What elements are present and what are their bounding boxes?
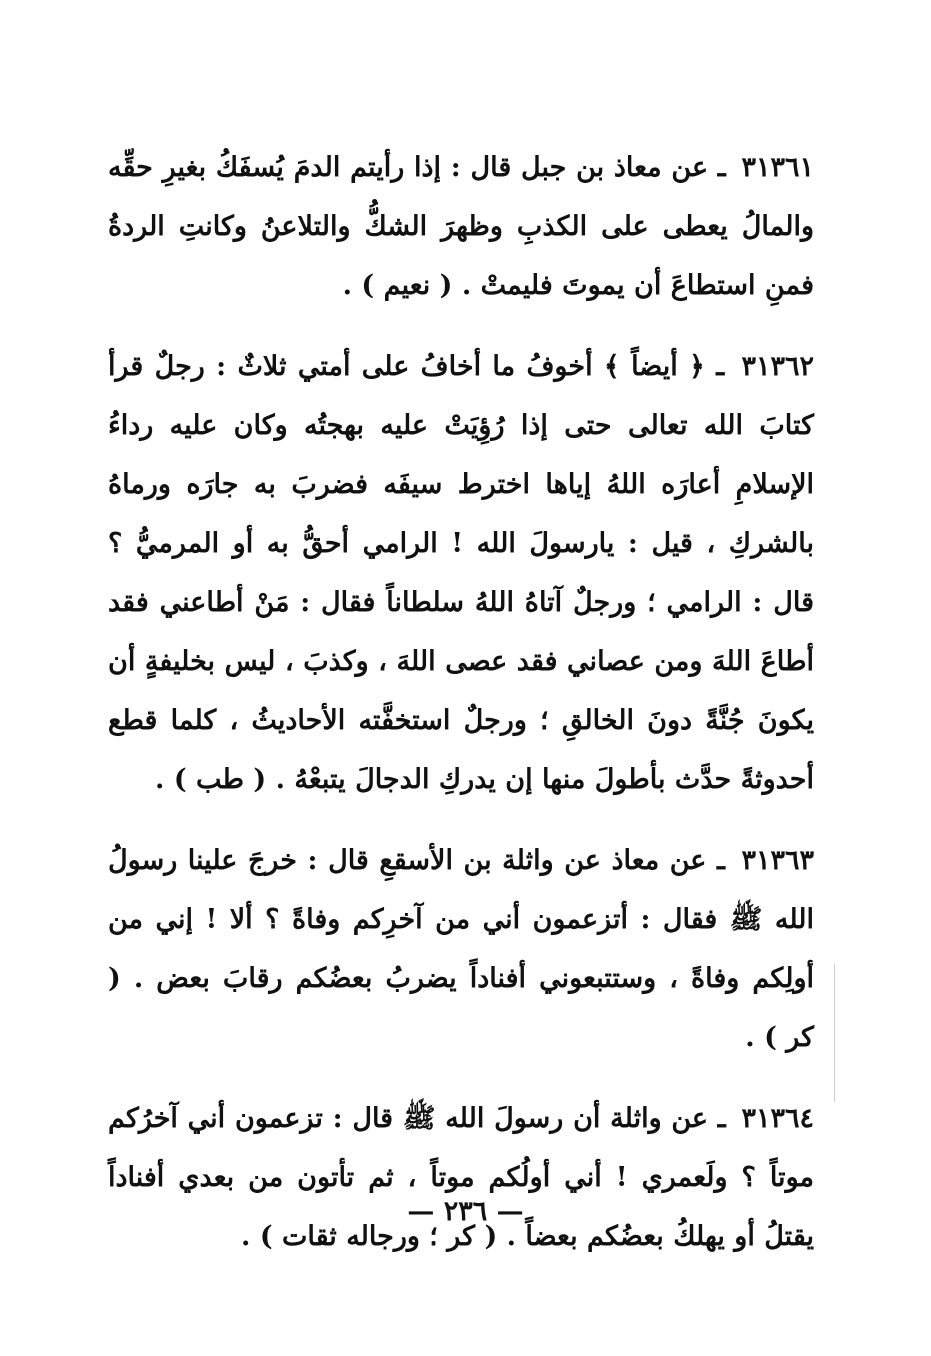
hadith-number: ٣١٣٦٤ [741, 1103, 814, 1134]
hadith-number: ٣١٣٦٢ [741, 351, 814, 382]
hadith-entry [108, 138, 814, 315]
hadith-entry [108, 831, 814, 1067]
hadith-entry [108, 1089, 814, 1266]
hadith-text: ـ عن معاذ عن واثلة بن الأسقعِ قال : خرجَ علينا رسولُ الله ﷺ فقال : أتزعمون أني من آخرِكم وفاةً ؟ ألا ! إني من أولِكم وفاةً ، وستتبعوني أفناداً يضربُ بعضُكم رقابَ بعض . ( كر ) . [108, 845, 814, 1053]
hadith-text: ـ ﴿ أيضاً ﴾ أخوفُ ما أخافُ على أمتي ثلاثٌ : رجلٌ قرأ كتابَ الله تعالى حتى إذا رُؤِيَتْ عليه بهجتُه وكان عليه رداءُ الإسلامِ أعارَه اللهُ إياها اخترط سيفَه فضربَ به جارَه ورماهُ بالشركِ ، قيل : يارسولَ الله ! الرامي أحقُّ به أو المرميُّ ؟ قال : الرامي ؛ ورجلٌ آتاهُ اللهُ سلطاناً فقال : مَنْ أطاعني فقد أطاعَ اللهَ ومن عصاني فقد عصى اللهَ ، وكذبَ ، ليس بخليفةٍ أن يكونَ جُنَّةً دونَ الخالقِ ؛ ورجلٌ استخفَّته الأحاديثُ ، كلما قطع أحدوثةً حدَّث بأطولَ منها إن يدركِ الدجالَ يتبعْهُ . ( طب ) . [108, 351, 814, 795]
hadith-text: ـ عن معاذ بن جبل قال : إذا رأيتم الدمَ يُسفَكُ بغيرِ حقِّه والمالُ يعطى على الكذبِ وظهرَ الشكُّ والتلاعنُ وكانتِ الردةُ فمنِ استطاعَ أن يموتَ فليمتْ . ( نعيم ) . [108, 152, 814, 301]
hadith-entry [108, 337, 814, 809]
page-number: — ٢٣٦ — [407, 1196, 524, 1227]
hadith-number: ٣١٣٦١ [741, 152, 814, 183]
hadith-number: ٣١٣٦٣ [741, 845, 814, 876]
scan-margin-line [834, 964, 835, 1102]
hadith-text: ـ عن واثلة أن رسولَ الله ﷺ قال : تزعمون أني آخرُكم موتاً ؟ ولَعمري ! أني أولُكم موتاً ، ثم تأتون من بعدي أفناداً يقتلُ أو يهلكُ بعضُكم بعضاً . ( كر ؛ ورجاله ثقات ) . [108, 1103, 814, 1252]
hadith-text-block [108, 138, 814, 1288]
